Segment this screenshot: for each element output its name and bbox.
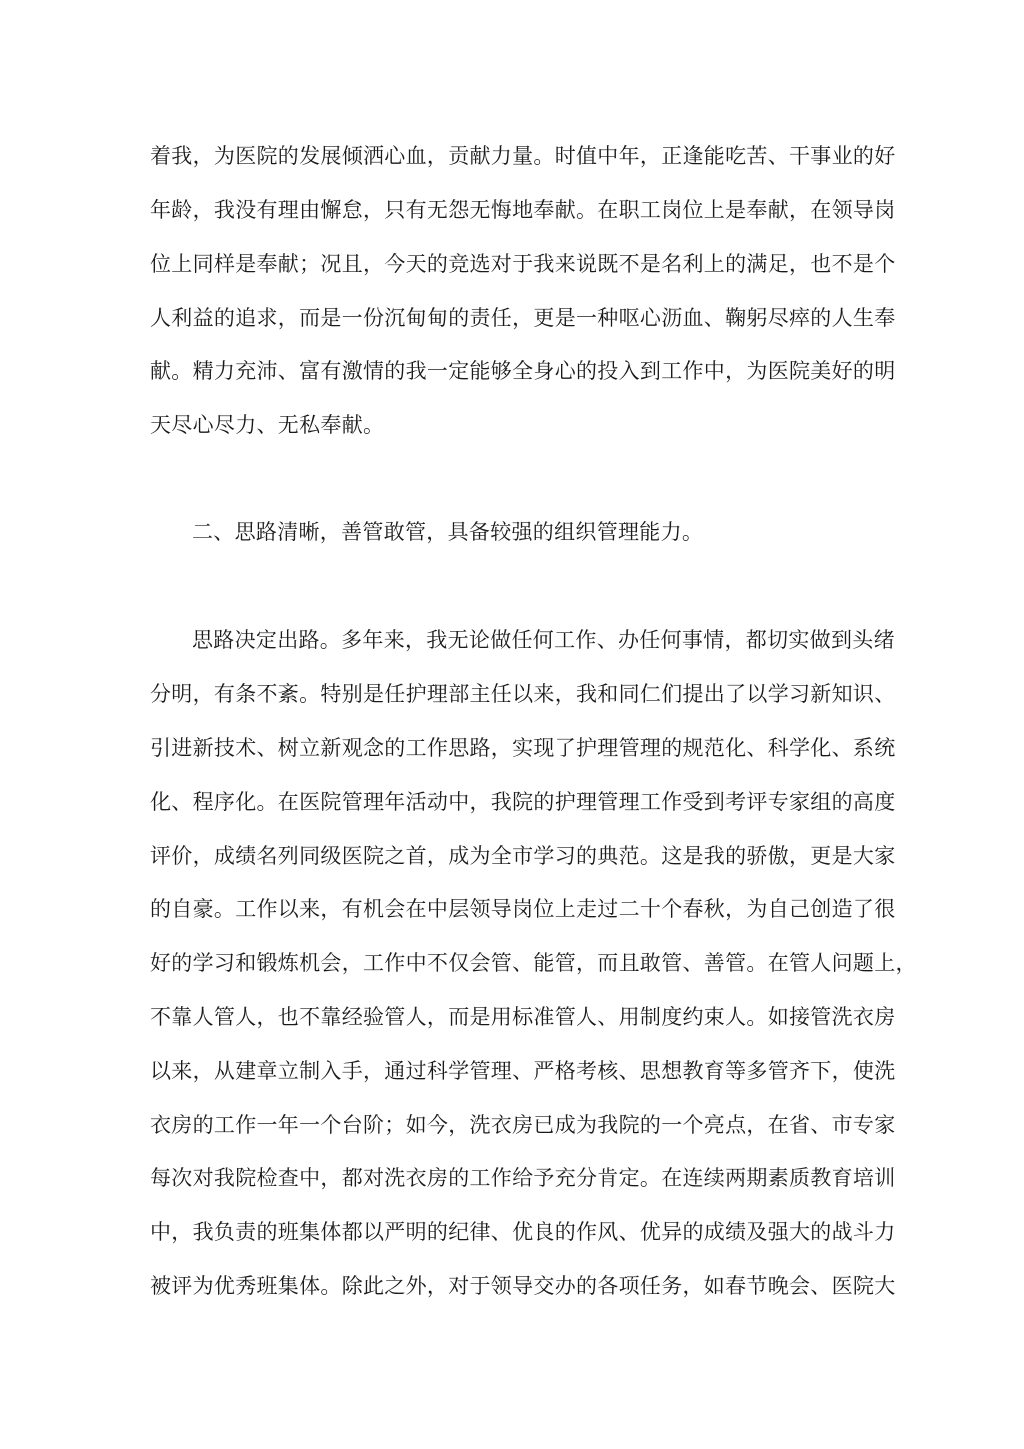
- paragraph-2-line-12: 中，我负责的班集体都以严明的纪律、优良的作风、优异的成绩及强大的战斗力: [150, 1220, 896, 1244]
- paragraph-2-line-13: 被评为优秀班集体。除此之外，对于领导交办的各项任务，如春节晚会、医院大: [150, 1274, 896, 1298]
- paragraph-1-line-6: 天尽心尽力、无私奉献。: [150, 413, 385, 437]
- paragraph-2-line-10: 衣房的工作一年一个台阶；如今，洗衣房已成为我院的一个亮点，在省、市专家: [150, 1113, 896, 1137]
- paragraph-2-line-9: 以来，从建章立制入手，通过科学管理、严格考核、思想教育等多管齐下，使洗: [150, 1059, 896, 1083]
- paragraph-2-line-7: 好的学习和锻炼机会，工作中不仅会管、能管，而且敢管、善管。在管人问题上，: [150, 951, 917, 975]
- paragraph-2-line-3: 引进新技术、树立新观念的工作思路，实现了护理管理的规范化、科学化、系统: [150, 736, 896, 760]
- paragraph-1-line-3: 位上同样是奉献；况且，今天的竞选对于我来说既不是名利上的满足，也不是个: [150, 252, 896, 276]
- paragraph-2-line-2: 分明，有条不紊。特别是任护理部主任以来，我和同仁们提出了以学习新知识、: [150, 682, 896, 706]
- paragraph-2-line-5: 评价，成绩名列同级医院之首，成为全市学习的典范。这是我的骄傲，更是大家: [150, 844, 896, 868]
- section-heading: 二、思路清晰，善管敢管，具备较强的组织管理能力。: [192, 520, 704, 544]
- paragraph-2-line-11: 每次对我院检查中，都对洗衣房的工作给予充分肯定。在连续两期素质教育培训: [150, 1166, 896, 1190]
- paragraph-2-line-6: 的自豪。工作以来，有机会在中层领导岗位上走过二十个春秋，为自己创造了很: [150, 897, 896, 921]
- paragraph-2-line-1: 思路决定出路。多年来，我无论做任何工作、办任何事情，都切实做到头绪: [192, 628, 895, 652]
- paragraph-1-line-2: 年龄，我没有理由懈怠，只有无怨无悔地奉献。在职工岗位上是奉献，在领导岗: [150, 198, 896, 222]
- paragraph-1-line-1: 着我，为医院的发展倾洒心血，贡献力量。时值中年，正逢能吃苦、干事业的好: [150, 144, 896, 168]
- paragraph-2-line-8: 不靠人管人，也不靠经验管人，而是用标准管人、用制度约束人。如接管洗衣房: [150, 1005, 896, 1029]
- paragraph-1-line-4: 人利益的追求，而是一份沉甸甸的责任，更是一种呕心沥血、鞠躬尽瘁的人生奉: [150, 306, 896, 330]
- paragraph-2-line-4: 化、程序化。在医院管理年活动中，我院的护理管理工作受到考评专家组的高度: [150, 790, 896, 814]
- paragraph-1-line-5: 献。精力充沛、富有激情的我一定能够全身心的投入到工作中，为医院美好的明: [150, 359, 896, 383]
